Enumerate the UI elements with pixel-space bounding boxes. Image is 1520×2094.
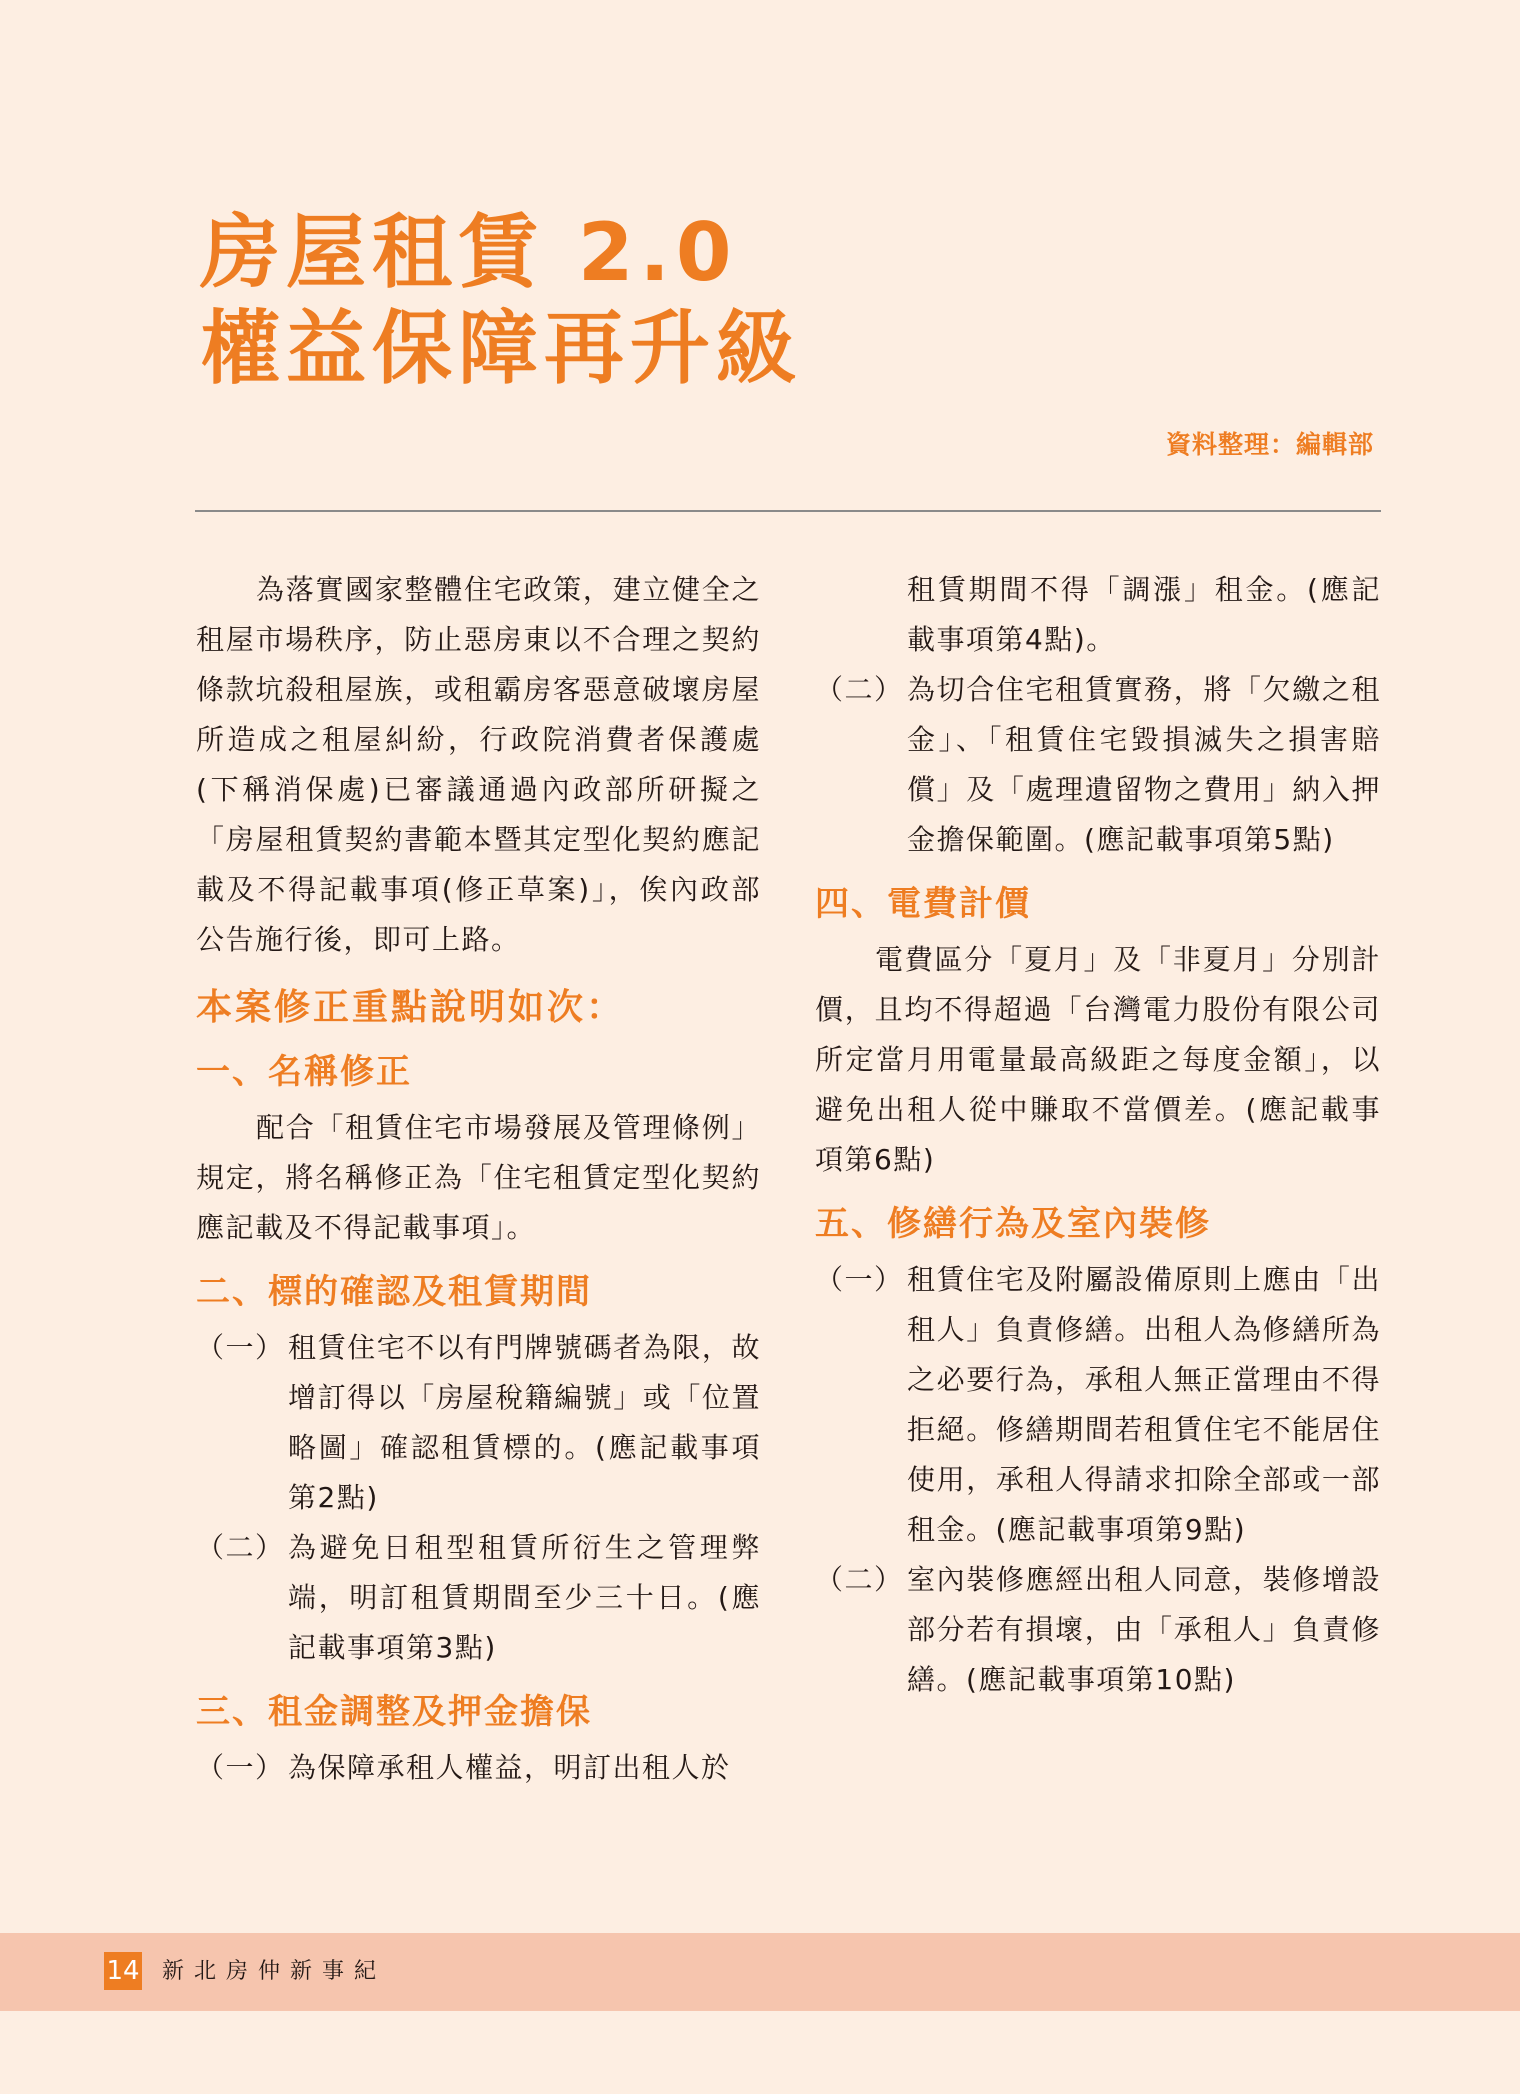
item-text: 室內裝修應經出租人同意，裝修增設部分若有損壞，由「承租人」負責修繕。(應記載事項第10點) [907,1563,1381,1696]
section-5-item-2 [815,1555,1381,1705]
right-column [815,565,1381,1705]
section-2-heading: 二、標的確認及租賃期間 [196,1272,592,1312]
item-marker: （二） [815,1563,904,1596]
item-marker: （一） [815,1263,904,1296]
left-column [196,565,761,1793]
section-1-text: 配合「租賃住宅市場發展及管理條例」規定，將名稱修正為「住宅租賃定型化契約應記載及不得記載事項」。 [196,1111,761,1244]
divider-rule [195,510,1381,512]
item-marker: （一） [196,1751,285,1784]
section-4-text: 電費區分「夏月」及「非夏月」分別計價，且均不得超過「台灣電力股份有限公司所定當月用電量最高級距之每度金額」，以避免出租人從中賺取不當價差。(應記載事項第6點) [815,943,1381,1176]
page-number: 14 [104,1952,142,1990]
section-1-heading: 一、名稱修正 [196,1052,412,1092]
intro-paragraph: 為落實國家整體住宅政策，建立健全之租屋市場秩序，防止惡房東以不合理之契約條款坑殺租屋族，或租霸房客惡意破壞房屋所造成之租屋糾紛，行政院消費者保護處(下稱消保處)已審議通過內政部所研擬之「房屋租賃契約書範本暨其定型化契約應記載及不得記載事項(修正草案)」，俟內政部公告施行後，即可上路。 [196,573,761,956]
item-text: 租賃住宅及附屬設備原則上應由「出租人」負責修繕。出租人為修繕所為之必要行為，承租人無正當理由不得拒絕。修繕期間若租賃住宅不能居住使用，承租人得請求扣除全部或一部租金。(應記載事項第9點) [907,1263,1381,1546]
section-3-item-2 [815,665,1381,865]
section-2-item-1 [196,1323,761,1523]
section-5-item-1 [815,1255,1381,1555]
title-line-1: 房屋租賃 2.0 [200,206,738,299]
section-4-heading: 四、電費計價 [815,884,1031,924]
item-text: 租賃住宅不以有門牌號碼者為限，故增訂得以「房屋稅籍編號」或「位置略圖」確認租賃標的。(應記載事項第2點) [288,1331,761,1514]
lead-heading: 本案修正重點說明如次： [196,987,626,1028]
article-title [200,205,802,397]
section-3-item-1-continued: 租賃期間不得「調漲」租金。(應記載事項第4點)。 [907,573,1381,656]
item-text: 為避免日租型租賃所衍生之管理弊端，明訂租賃期間至少三十日。(應記載事項第3點) [288,1531,761,1664]
byline: 資料整理：編輯部 [1165,430,1374,459]
magazine-name: 新北房仲新事紀 [162,1959,387,1984]
title-line-2: 權益保障再升級 [200,302,802,395]
section-2-item-2 [196,1523,761,1673]
section-3-item-1-start [196,1743,761,1793]
section-5-heading: 五、修繕行為及室內裝修 [815,1204,1211,1244]
item-marker: （一） [196,1331,285,1364]
item-text: 為保障承租人權益，明訂出租人於 [288,1751,731,1784]
section-3-heading: 三、租金調整及押金擔保 [196,1692,592,1732]
item-marker: （二） [196,1531,285,1564]
item-marker: （二） [815,673,904,706]
item-text: 為切合住宅租賃實務，將「欠繳之租金」、「租賃住宅毀損滅失之損害賠償」及「處理遺留物之費用」納入押金擔保範圍。(應記載事項第5點) [907,673,1381,856]
page-footer [0,1933,1520,2011]
